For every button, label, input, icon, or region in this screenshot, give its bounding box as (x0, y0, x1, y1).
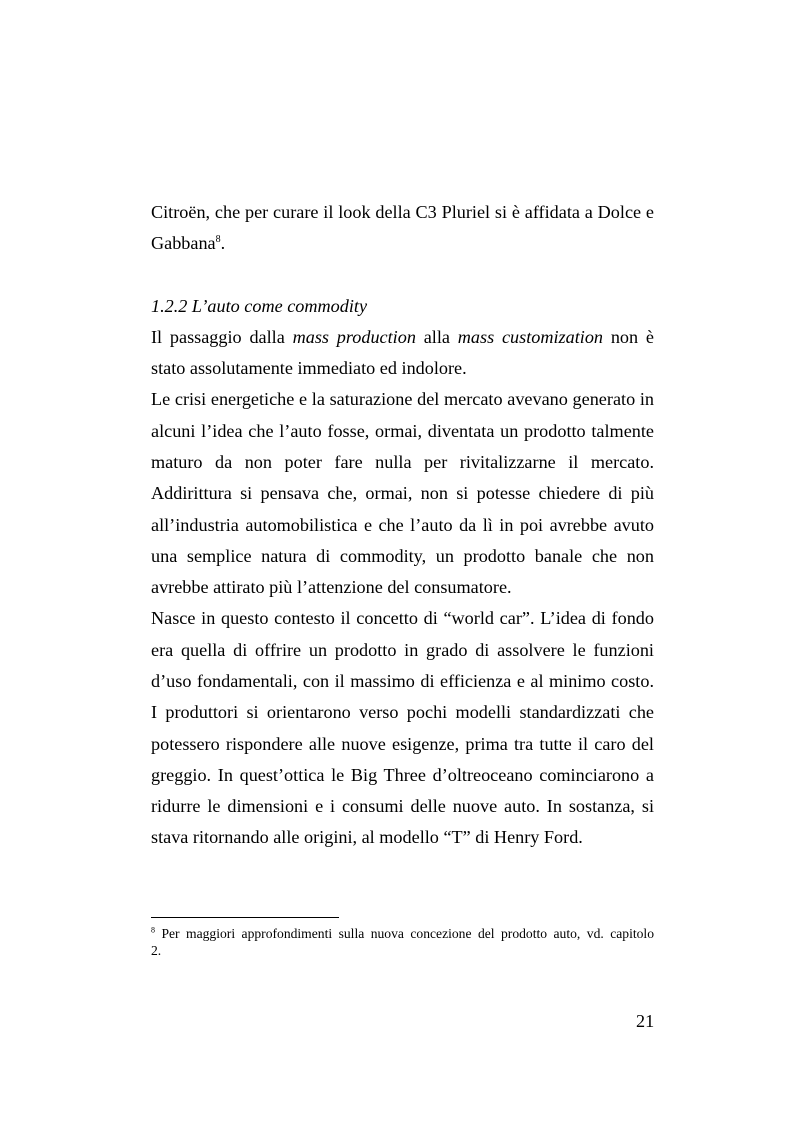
paragraph-3-line: greggio. In quest’ottica le Big Three d’oltreoceano cominciarono a (151, 765, 654, 785)
intro-line-2 (151, 232, 225, 254)
paragraph-3-line: stava ritornando alle origini, al modello “T” di Henry Ford. (151, 827, 583, 847)
intro-line-2-text: Gabbana (151, 233, 216, 253)
p1-em-mass-customization: mass customization (457, 327, 604, 347)
paragraph-2-line: avrebbe attirato più l’attenzione del consumatore. (151, 577, 512, 597)
footnote-line-1 (151, 926, 654, 942)
paragraph-2-line: maturo da non poter fare nulla per rivitalizzarne il mercato. (151, 452, 654, 472)
p1-em-mass-production: mass production (292, 327, 416, 347)
paragraph-3-line: Nasce in questo contesto il concetto di “world car”. L’idea di fondo (151, 608, 654, 628)
footnote-line-2: 2. (151, 943, 162, 958)
footnote-marker: 8 (151, 925, 155, 935)
paragraph-2-line: una semplice natura di commodity, un prodotto banale che non (151, 546, 654, 566)
paragraph-3-line: ridurre le dimensioni e i consumi delle nuove auto. In sostanza, si (151, 796, 654, 816)
footnote-separator (151, 917, 339, 918)
paragraph-3-line: I produttori si orientarono verso pochi modelli standardizzati che (151, 702, 654, 722)
page-number: 21 (636, 1011, 655, 1031)
paragraph-2-line: Le crisi energetiche e la saturazione del mercato avevano generato in (151, 389, 654, 409)
paragraph-3-line: d’uso fondamentali, con il massimo di efficienza e al minimo costo. (151, 671, 654, 691)
paragraph-1-line-2: stato assolutamente immediato ed indolore. (151, 358, 467, 378)
intro-line-2-end: . (220, 233, 226, 253)
paragraph-1-line-1 (151, 326, 654, 348)
footnote-reference: 8 (215, 233, 221, 245)
section-heading: 1.2.2 L’auto come commodity (151, 296, 368, 316)
paragraph-2-line: all’industria automobilistica e che l’auto da lì in poi avrebbe avuto (151, 515, 654, 535)
p1-text-b: alla (415, 327, 458, 347)
paragraph-3-line: potessero rispondere alle nuove esigenze, prima tra tutte il caro del (151, 734, 654, 754)
p1-text-c: non è (603, 327, 654, 347)
p1-text-a: Il passaggio dalla (151, 327, 293, 347)
paragraph-3-line: era quella di offrire un prodotto in grado di assolvere le funzioni (151, 640, 654, 660)
paragraph-2-line: Addirittura si pensava che, ormai, non si potesse chiedere di più (151, 483, 654, 503)
footnote-text-1: Per maggiori approfondimenti sulla nuova concezione del prodotto auto, vd. capitolo (155, 926, 654, 941)
intro-line-1: Citroën, che per curare il look della C3 Pluriel si è affidata a Dolce e (151, 202, 654, 222)
paragraph-2-line: alcuni l’idea che l’auto fosse, ormai, diventata un prodotto talmente (151, 421, 654, 441)
